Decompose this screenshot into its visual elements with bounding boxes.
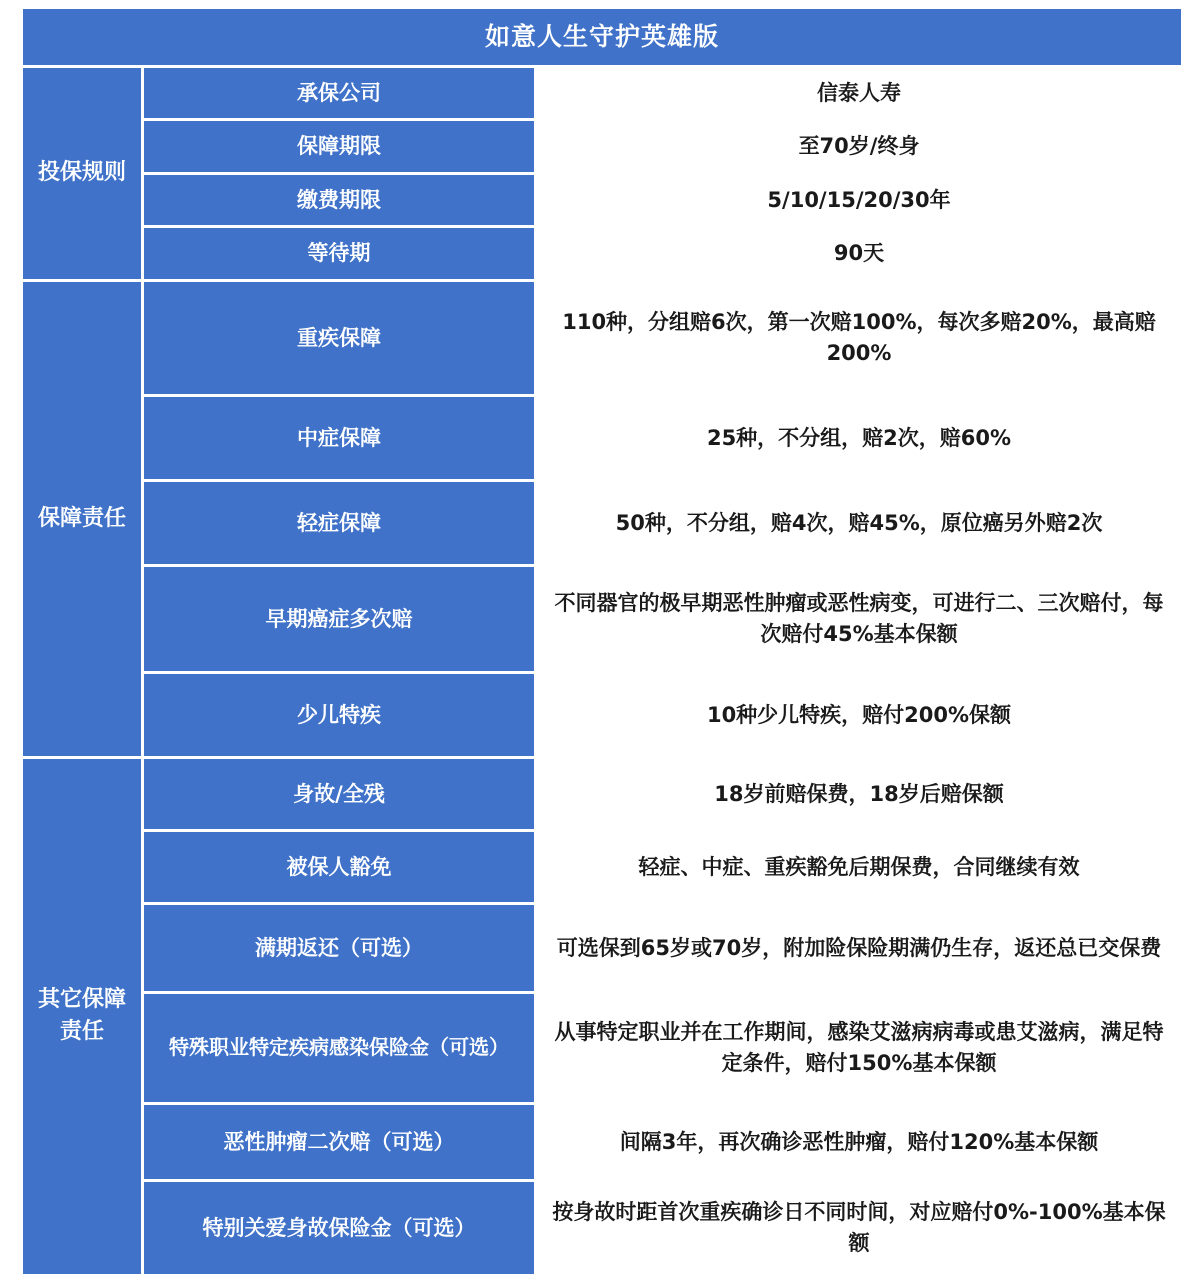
table-body <box>23 9 1181 1274</box>
row-value: 间隔3年，再次确诊恶性肿瘤，赔付120%基本保额 <box>537 1105 1181 1179</box>
row-label: 轻症保障 <box>144 482 534 564</box>
row-label: 重疾保障 <box>144 282 534 394</box>
row-value: 按身故时距首次重疾确诊日不同时间，对应赔付0%-100%基本保额 <box>537 1182 1181 1274</box>
table-row <box>23 121 1181 171</box>
row-label: 被保人豁免 <box>144 832 534 902</box>
product-comparison-table <box>20 6 1184 1277</box>
table-row <box>23 832 1181 902</box>
row-value: 可选保到65岁或70岁，附加险保险期满仍生存，返还总已交保费 <box>537 905 1181 991</box>
table-row <box>23 482 1181 564</box>
row-label: 早期癌症多次赔 <box>144 567 534 671</box>
row-label: 特殊职业特定疾病感染保险金（可选） <box>144 994 534 1102</box>
row-value: 50种，不分组，赔4次，赔45%，原位癌另外赔2次 <box>537 482 1181 564</box>
row-label: 等待期 <box>144 228 534 278</box>
row-value: 至70岁/终身 <box>537 121 1181 171</box>
table-row <box>23 1105 1181 1179</box>
row-label: 恶性肿瘤二次赔（可选） <box>144 1105 534 1179</box>
row-label: 缴费期限 <box>144 175 534 225</box>
row-value: 5/10/15/20/30年 <box>537 175 1181 225</box>
page-title: 如意人生守护英雄版 <box>23 9 1181 65</box>
group-label-coverage-liability: 保障责任 <box>23 282 141 756</box>
table-row <box>23 567 1181 671</box>
table-row <box>23 1182 1181 1274</box>
table-row <box>23 228 1181 278</box>
row-value: 从事特定职业并在工作期间，感染艾滋病病毒或患艾滋病，满足特定条件，赔付150%基本保额 <box>537 994 1181 1102</box>
table-row <box>23 68 1181 118</box>
table-row <box>23 397 1181 479</box>
row-label: 少儿特疾 <box>144 674 534 756</box>
row-value: 不同器官的极早期恶性肿瘤或恶性病变，可进行二、三次赔付，每次赔付45%基本保额 <box>537 567 1181 671</box>
table-title-row <box>23 9 1181 65</box>
table-row <box>23 994 1181 1102</box>
table-row <box>23 175 1181 225</box>
table-row <box>23 674 1181 756</box>
row-label: 满期返还（可选） <box>144 905 534 991</box>
row-value: 110种，分组赔6次，第一次赔100%，每次多赔20%，最高赔200% <box>537 282 1181 394</box>
group-label-underwriting-rules: 投保规则 <box>23 68 141 279</box>
row-value: 18岁前赔保费，18岁后赔保额 <box>537 759 1181 829</box>
row-label: 保障期限 <box>144 121 534 171</box>
row-value: 90天 <box>537 228 1181 278</box>
table-row <box>23 905 1181 991</box>
row-value: 信泰人寿 <box>537 68 1181 118</box>
row-label: 身故/全残 <box>144 759 534 829</box>
row-value: 25种，不分组，赔2次，赔60% <box>537 397 1181 479</box>
row-value: 10种少儿特疾，赔付200%保额 <box>537 674 1181 756</box>
table-row <box>23 759 1181 829</box>
group-label-other-liability: 其它保障责任 <box>23 759 141 1274</box>
row-value: 轻症、中症、重疾豁免后期保费，合同继续有效 <box>537 832 1181 902</box>
row-label: 承保公司 <box>144 68 534 118</box>
row-label: 中症保障 <box>144 397 534 479</box>
row-label: 特别关爱身故保险金（可选） <box>144 1182 534 1274</box>
table-row <box>23 282 1181 394</box>
